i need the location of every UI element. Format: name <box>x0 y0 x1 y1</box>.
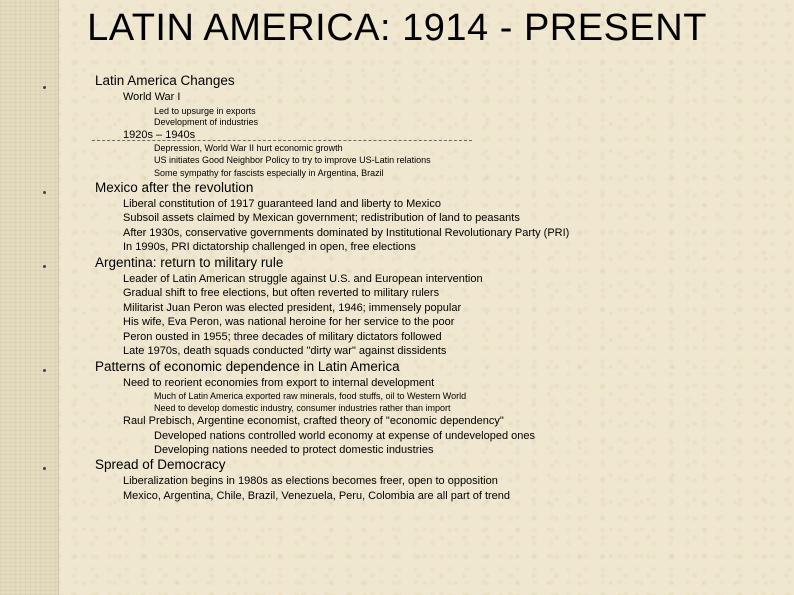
list-item: Gradual shift to free elections, but often reverted to military rulers <box>123 287 440 299</box>
slide-title: LATIN AMERICA: 1914 - PRESENT <box>87 7 707 49</box>
section-heading: Latin America Changes <box>95 73 235 88</box>
bullet-icon <box>43 191 46 194</box>
list-item: Leader of Latin American struggle against U.S. and European intervention <box>123 273 483 285</box>
detail-item: Developing nations needed to protect domestic industries <box>154 444 434 456</box>
detail-item: US initiates Good Neighbor Policy to try to improve US-Latin relations <box>154 155 431 165</box>
detail-item: Need to develop domestic industry, consumer industries rather than import <box>154 403 451 413</box>
list-item: Militarist Juan Peron was elected president, 1946; immensely popular <box>123 302 462 314</box>
section-heading: Argentina: return to military rule <box>95 255 284 270</box>
section-heading: Spread of Democracy <box>95 457 226 472</box>
detail-item: Developed nations controlled world economy at expense of undeveloped ones <box>154 430 535 442</box>
list-item: Peron ousted in 1955; three decades of military dictators followed <box>123 331 442 343</box>
list-item: His wife, Eva Peron, was national heroine for her service to the poor <box>123 316 455 328</box>
section-heading: Patterns of economic dependence in Latin America <box>95 359 400 374</box>
list-item: Liberal constitution of 1917 guaranteed land and liberty to Mexico <box>123 198 441 210</box>
detail-item: Some sympathy for fascists especially in Argentina, Brazil <box>154 168 384 178</box>
detail-item: Depression, World War II hurt economic growth <box>154 143 343 153</box>
detail-item: Led to upsurge in exports <box>154 106 256 116</box>
list-item: Mexico, Argentina, Chile, Brazil, Venezuela, Peru, Colombia are all part of trend <box>123 490 511 502</box>
subsection-heading: Need to reorient economies from export to internal development <box>123 377 435 389</box>
list-item: In 1990s, PRI dictatorship challenged in open, free elections <box>123 241 416 253</box>
subsection-heading: Raul Prebisch, Argentine economist, crafted theory of "economic dependency" <box>123 415 504 427</box>
subsection-heading: World War I <box>123 91 181 103</box>
bullet-icon <box>43 265 46 268</box>
bullet-icon <box>43 467 46 470</box>
list-item: Late 1970s, death squads conducted "dirty war" against dissidents <box>123 345 447 357</box>
list-item: After 1930s, conservative governments dominated by Institutional Revolutionary Party (PRI) <box>123 227 570 239</box>
list-item: Subsoil assets claimed by Mexican government; redistribution of land to peasants <box>123 212 520 224</box>
bullet-icon <box>43 86 46 89</box>
list-item: Liberalization begins in 1980s as elections becomes freer, open to opposition <box>123 475 498 487</box>
subsection-heading: 1920s – 1940s <box>123 129 196 141</box>
bullet-icon <box>43 369 46 372</box>
left-texture-strip <box>0 0 59 595</box>
detail-item: Much of Latin America exported raw minerals, food stuffs, oil to Western World <box>154 391 467 401</box>
detail-item: Development of industries <box>154 117 259 127</box>
section-heading: Mexico after the revolution <box>95 180 254 195</box>
